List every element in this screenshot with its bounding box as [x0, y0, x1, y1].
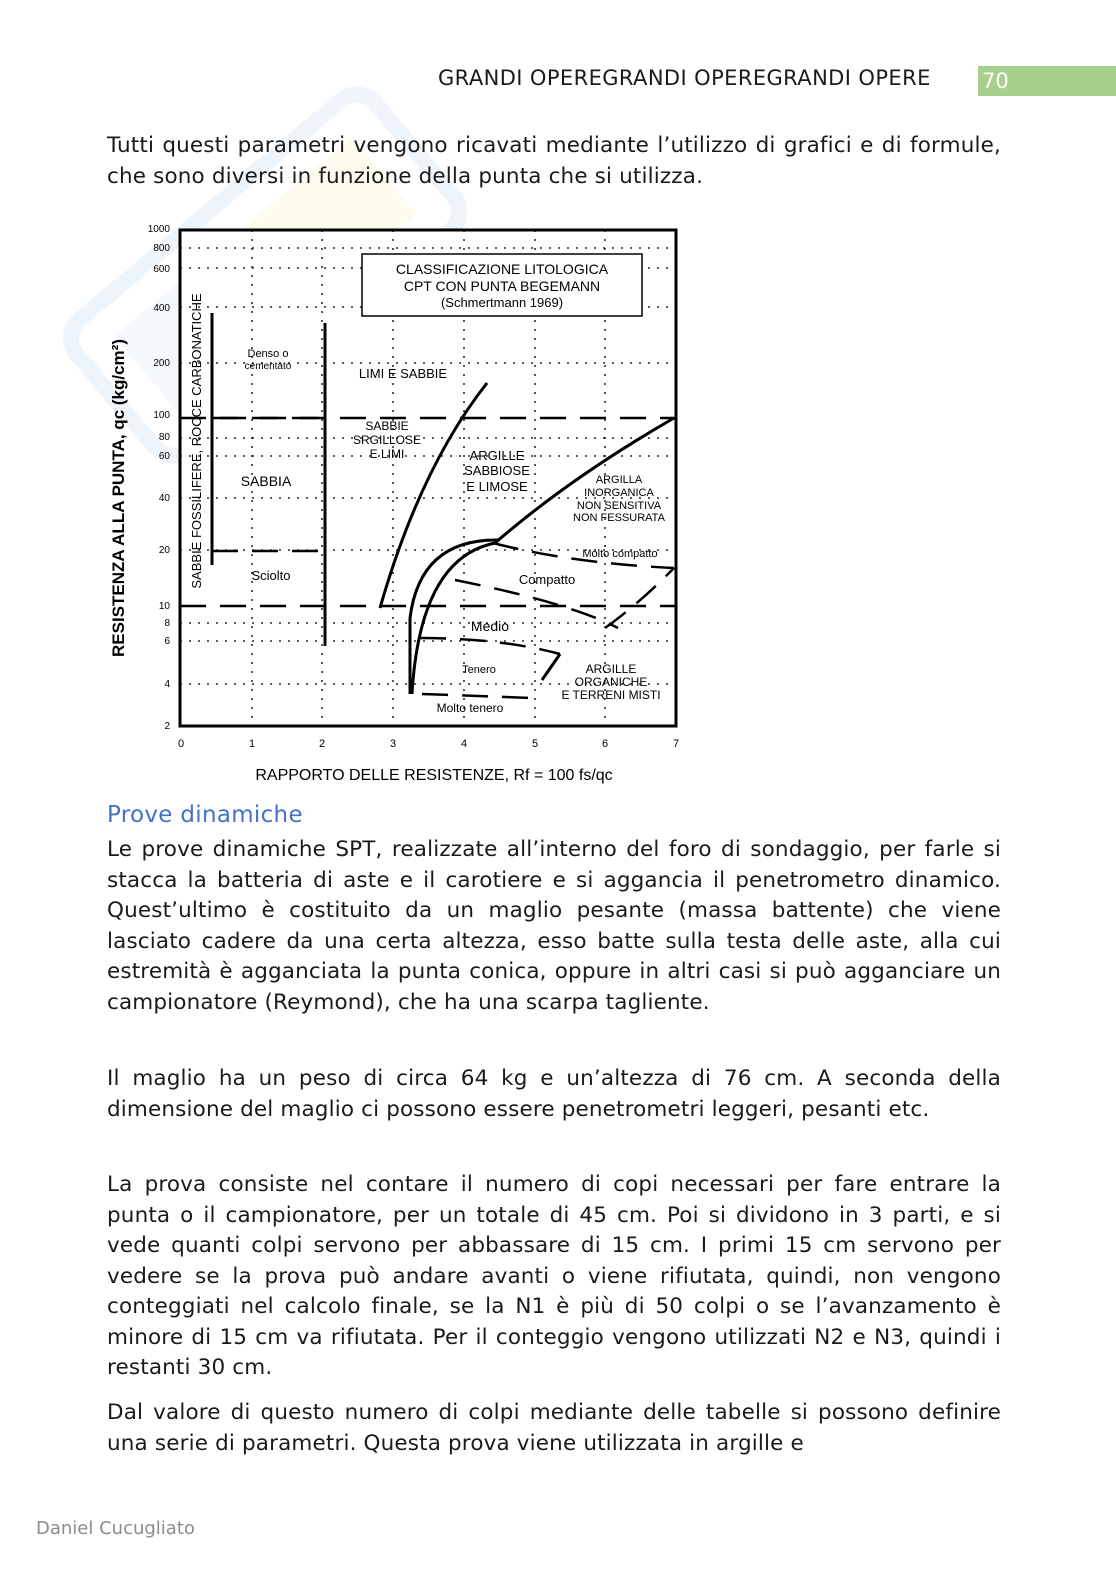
- region-label: LIMI E SABBIE: [358, 366, 448, 381]
- cpt-classification-figure: [100, 218, 700, 788]
- y-tick: 6: [164, 636, 170, 647]
- page-number-badge: 70: [978, 66, 1116, 96]
- x-tick: 1: [248, 738, 256, 750]
- x-tick: 7: [672, 738, 680, 750]
- region-label: ORGANICHE: [574, 675, 648, 689]
- y-axis-label: RESISTENZA ALLA PUNTA, qc (kg/cm²): [109, 339, 128, 657]
- body-paragraph: La prova consiste nel contare il numero di copi necessari per fare entrare la punta o il campionatore, per un totale di 45 cm. Poi si dividono in 3 parti, e si vede quanti colpi servono per abbassare di 15 cm. I primi 15 cm servono per vedere se la prova può andare avanti o viene rifiutata, quindi, non vengono conteggiati nel calcolo finale, se la N1 è più di 50 colpi o se l’avanzamento è minore di 15 cm va rifiutata. Per il conteggio vengono utilizzati N2 e N3, quindi i restanti 30 cm.: [107, 1172, 1001, 1380]
- region-label: Denso o: [247, 348, 289, 360]
- running-header-title: GRANDI OPEREGRANDI OPEREGRANDI OPERE: [438, 66, 931, 90]
- region-label: ARGILLA: [595, 474, 643, 486]
- y-tick: 100: [153, 410, 170, 421]
- y-tick: 20: [158, 545, 170, 556]
- y-tick: 2: [164, 721, 170, 732]
- body-paragraph: Il maglio ha un peso di circa 64 kg e un’altezza di 76 cm. A seconda della dimensione del maglio ci possono essere penetrometri leggeri, pesanti etc.: [107, 1066, 1001, 1122]
- region-label: ARGILLE: [469, 448, 525, 463]
- region-label: cementato: [244, 361, 292, 372]
- x-tick-labels: [178, 738, 679, 750]
- region-label: Sciolto: [251, 568, 291, 583]
- y-tick: 10: [158, 601, 170, 612]
- region-label: E LIMI: [369, 447, 405, 461]
- y-tick: 8: [164, 618, 170, 629]
- intro-paragraph: Tutti questi parametri vengono ricavati mediante l’utilizzo di grafici e di formule, che sono diversi in funzione della punta che si utilizza.: [107, 133, 1001, 189]
- region-label: NON FESSURATA: [573, 512, 665, 524]
- body-paragraph: Dal valore di questo numero di colpi mediante delle tabelle si possono definire una serie di parametri. Questa prova viene utilizzata in argille e: [107, 1400, 1001, 1456]
- region-label: Molto tenero: [436, 701, 504, 715]
- region-label: Tenero: [462, 664, 496, 676]
- region-label: E TERRENI MISTI: [561, 688, 661, 702]
- section-heading: Prove dinamiche: [107, 802, 303, 828]
- vertical-zone-label: SABBIE FOSSILIFERE, ROCCE CARBONATICHE: [189, 293, 204, 589]
- x-axis-label: RAPPORTO DELLE RESISTENZE, Rf = 100 fs/qc: [255, 767, 613, 784]
- x-tick: 2: [318, 738, 326, 750]
- region-label: SRGILLOSE: [352, 433, 422, 447]
- region-label: ARGILLE: [585, 662, 637, 676]
- y-tick: 800: [153, 243, 170, 254]
- y-tick: 200: [153, 358, 170, 369]
- box-title-line-3: (Schmertmann 1969): [440, 295, 564, 310]
- x-tick: 3: [389, 738, 397, 750]
- y-tick: 600: [153, 264, 170, 275]
- y-tick: 80: [158, 432, 170, 443]
- box-title-line-1: CLASSIFICAZIONE LITOLOGICA: [395, 261, 609, 277]
- region-label: Compatto: [518, 572, 576, 587]
- x-tick: 4: [460, 738, 468, 750]
- body-paragraph: Le prove dinamiche SPT, realizzate all’interno del foro di sondaggio, per farle si stacca la batteria di aste e il carotiere e si aggancia il penetrometro dinamico. Quest’ultimo è costituito da un maglio pesante (massa battente) che viene lasciato cadere da una certa altezza, esso batte sulla testa delle aste, alla cui estremità è agganciata la punta conica, oppure in altri casi si può agganciare un campionatore (Reymond), che ha una scarpa tagliente.: [107, 837, 1001, 1015]
- region-label: Medio: [470, 618, 510, 634]
- y-tick: 400: [153, 303, 170, 314]
- region-label: SABBIE: [365, 419, 409, 433]
- y-tick: 60: [158, 451, 170, 462]
- y-tick: 1000: [147, 224, 170, 235]
- region-label: NON SENSITIVA: [576, 500, 662, 512]
- region-label: E LIMOSE: [466, 479, 528, 494]
- box-title-line-2: CPT CON PUNTA BEGEMANN: [403, 278, 601, 294]
- footer-author: Daniel Cucugliato: [36, 1518, 195, 1539]
- x-tick: 5: [531, 738, 539, 750]
- y-tick-labels: [148, 224, 171, 732]
- cpt-chart-svg: [100, 218, 700, 788]
- region-label: Molto compatto: [582, 548, 658, 560]
- x-tick: 0: [177, 738, 185, 750]
- region-label: INORGANICA: [584, 487, 654, 499]
- region-label: SABBIOSE: [464, 463, 530, 478]
- y-tick: 40: [158, 493, 170, 504]
- region-label: SABBIA: [240, 473, 292, 489]
- x-tick: 6: [601, 738, 609, 750]
- y-tick: 4: [164, 679, 170, 690]
